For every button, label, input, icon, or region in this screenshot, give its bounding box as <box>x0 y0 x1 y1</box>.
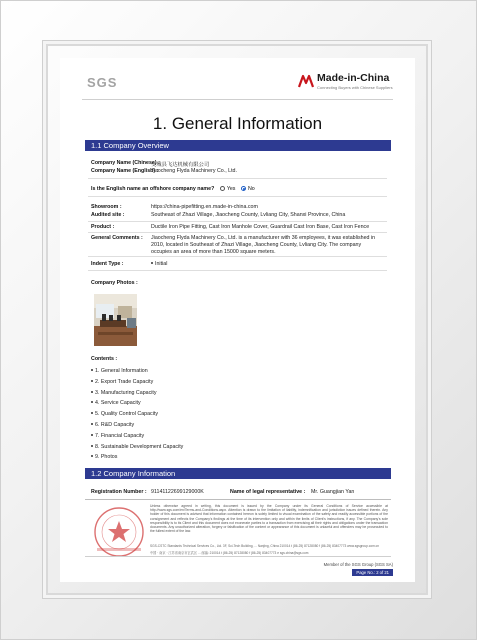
page-number-badge: Page No.: 2 of 21 <box>352 569 393 576</box>
audit-report-page <box>60 58 415 582</box>
row-divider <box>88 178 387 179</box>
contents-item[interactable] <box>91 420 183 431</box>
product: Ductile Iron Pipe Fitting, Cast Iron Manhole Cover, Guardrail Cast Iron Base, Cast Iron Fence <box>151 224 370 230</box>
contents-item-label: 5. Quality Control Capacity <box>95 411 159 418</box>
contents-item-label: 8. Sustainable Development Capacity <box>95 443 184 450</box>
office-photo-image <box>94 294 137 346</box>
company-photo-office[interactable] <box>94 294 137 346</box>
radio-yes[interactable] <box>220 186 225 191</box>
legal-representative-label: Name of legal representative : <box>230 489 306 495</box>
general-comments-label: General Comments : <box>91 235 143 241</box>
bullet-icon <box>151 262 153 264</box>
contents-item[interactable] <box>91 377 183 388</box>
contents-item-label: 7. Financial Capacity <box>95 432 145 439</box>
radio-no[interactable] <box>241 186 246 191</box>
row-divider <box>88 221 387 222</box>
bullet-icon <box>91 380 93 382</box>
audited-site: Southeast of Zhazi Village, Jiaocheng County, Lvliang City, Shanxi Province, China <box>151 212 346 218</box>
section-heading-company-information: 1.2 Company Information <box>85 468 391 479</box>
contents-item-label: 4. Service Capacity <box>95 400 141 407</box>
contents-item-label: 6. R&D Capacity <box>95 421 135 428</box>
contents-item[interactable] <box>91 366 183 377</box>
brand-tagline: Connecting Buyers with Chinese Suppliers <box>317 85 393 90</box>
bullet-icon <box>91 455 93 457</box>
indent-type-value: Initial <box>155 261 168 267</box>
contents-item[interactable] <box>91 398 183 409</box>
contents-item-label: 9. Photos <box>95 454 118 461</box>
bullet-icon <box>91 445 93 447</box>
made-in-china-logo <box>298 72 408 96</box>
contents-item[interactable] <box>91 442 183 453</box>
contents-item[interactable] <box>91 388 183 399</box>
showroom-link[interactable]: https://china-pipefitting.en.made-in-china.com <box>151 204 258 210</box>
showroom-label: Showroom : <box>91 204 122 210</box>
company-name-cn: 交城县飞达机械有限公司 <box>151 162 210 168</box>
indent-type <box>151 261 167 267</box>
contents-item[interactable] <box>91 452 183 463</box>
sgs-seal-stamp <box>89 504 149 564</box>
contents-list <box>91 366 183 463</box>
row-divider <box>88 270 387 271</box>
row-divider <box>88 232 387 233</box>
radio-yes-label: Yes <box>226 186 236 192</box>
audited-site-label: Audited site : <box>91 212 125 218</box>
indent-type-label: Indent Type : <box>91 261 124 267</box>
section-heading-company-overview: 1.1 Company Overview <box>85 140 391 151</box>
brand-name: Made-in-China <box>317 72 390 84</box>
made-in-china-mark-icon <box>298 73 314 89</box>
contents-item[interactable] <box>91 409 183 420</box>
bullet-icon <box>91 412 93 414</box>
address-english: SGS-CSTC Standards Technical Services Co., Ltd. 3F, Sci-Tech Building, ... Nanjing, China 210014 t (86-25) 87128080 f (86-25) 83407773 www.sgsgroup.com.cn <box>150 544 380 548</box>
general-comments: Jiaocheng Flyda Machinery Co., Ltd. is a manufacturer with 36 employees, it was established in 2010, located in Southeast of Zhazi Village, Jiaocheng County, Lvliang City. The company occupies an area of more than 15000 square meters. <box>151 235 376 255</box>
bullet-icon <box>91 369 93 371</box>
company-name-cn-label: Company Name (Chinese) : <box>91 160 160 166</box>
company-name-en: Jiaocheng Flyda Machinery Co., Ltd. <box>151 168 237 174</box>
bullet-icon <box>91 423 93 425</box>
contents-item-label: 3. Manufacturing Capacity <box>95 389 157 396</box>
company-name-en-label: Company Name (English) : <box>91 168 159 174</box>
contents-item-label: 2. Export Trade Capacity <box>95 378 154 385</box>
offshore-question-row <box>91 186 255 192</box>
report-header <box>60 58 415 98</box>
registration-number-label: Registration Number : <box>91 489 147 495</box>
header-divider <box>82 99 393 100</box>
bullet-icon <box>91 391 93 393</box>
company-photos-label: Company Photos : <box>91 280 138 286</box>
contents-item[interactable] <box>91 431 183 442</box>
contents-heading: Contents : <box>91 356 118 362</box>
bullet-icon <box>91 434 93 436</box>
legal-disclaimer: Unless otherwise agreed in writing, this document is issued by the Company under its General Conditions of Service accessible at http://www.sgs.com/en/Terms-and-Conditions.aspx. Attention is drawn to the limitation of liability, indemnification and jurisdiction issues defined therein. Any holder of this document is advised that information contained hereon is solely limited to visual examination of the safety and readily accessible portions of the consignment and reflects the Company's findings at the time of its intervention only and within the limits of Client's instructions, if any. The Company's sole responsibility is to its Client and this document does not exonerate parties to a transaction from exercising all their rights and obligations under the transaction documents. Any unauthorized alteration, forgery or falsification of the content or appearance of this document is unlawful and offenders may be prosecuted to the fullest extent of the law. <box>150 504 388 534</box>
bullet-icon <box>91 401 93 403</box>
legal-representative: Mr. Guangjian Yan <box>311 489 355 495</box>
product-label: Product : <box>91 224 115 230</box>
address-chinese: 中国 · 南京 · 江苏省南京市玄武区 ... 邮编: 210014 t (86-25) 87128080 f (86-25) 83407773 e sgs.china@sgs.com <box>150 551 309 555</box>
row-divider <box>88 196 387 197</box>
offshore-question: Is the English name an offshore company name? <box>91 186 215 192</box>
page-title: 1. General Information <box>152 114 323 133</box>
radio-no-label: No <box>247 186 255 192</box>
sgs-logo: SGS <box>87 75 118 90</box>
row-divider <box>88 256 387 257</box>
registration-number: 91141122699129000K <box>151 489 204 495</box>
footer-divider-2 <box>85 556 391 557</box>
footer-divider <box>85 499 391 500</box>
contents-item-label: 1. General Information <box>95 368 148 374</box>
sgs-member-text: Member of the SGS Group (SGS SA) <box>323 562 393 567</box>
